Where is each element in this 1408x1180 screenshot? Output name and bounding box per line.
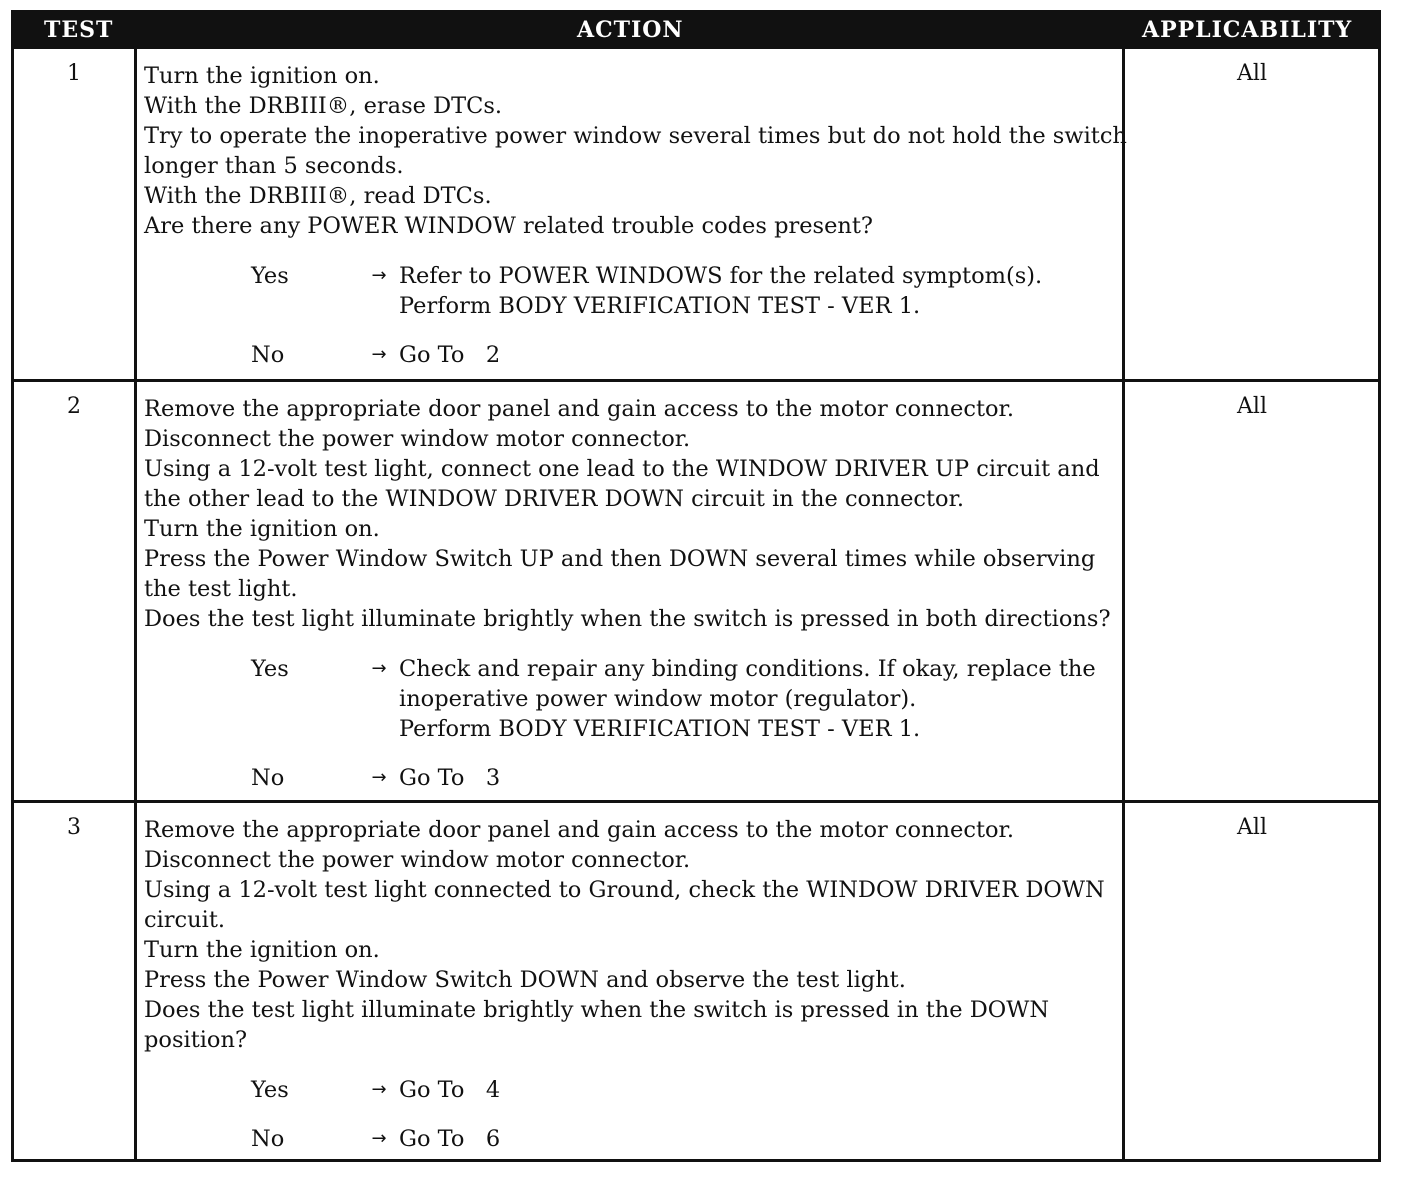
action-line: Remove the appropriate door panel and gain access to the motor connector. [144, 396, 1014, 422]
yes-label: Yes [251, 263, 289, 289]
no-answer [251, 340, 1119, 370]
action-line: Does the test light illuminate brightly when the switch is pressed in the DOWN [144, 997, 1050, 1023]
action-line: With the DRBIII®, erase DTCs. [144, 93, 503, 119]
yes-text: Refer to POWER WINDOWS for the related symptom(s). [399, 263, 1043, 289]
yes-label: Yes [251, 1077, 289, 1103]
applicability-value: All [1237, 61, 1267, 86]
test-number: 3 [67, 815, 81, 840]
no-text: Go To 2 [399, 342, 501, 368]
answers [144, 261, 1119, 370]
yes-text: Check and repair any binding conditions. If okay, replace the [399, 656, 1096, 682]
action-line: longer than 5 seconds. [144, 153, 404, 179]
action-line: Press the Power Window Switch UP and then DOWN several times while observing [144, 546, 1096, 572]
yes-text: inoperative power window motor (regulator). [399, 686, 917, 712]
no-text: Go To 3 [399, 765, 501, 791]
action-line: Turn the ignition on. [144, 516, 380, 542]
arrow-icon: → [371, 344, 387, 365]
applicability-value: All [1237, 815, 1267, 840]
no-label: No [251, 765, 285, 791]
diagnostic-table [11, 10, 1381, 1162]
action-line: Remove the appropriate door panel and gain access to the motor connector. [144, 817, 1014, 843]
action-line: Does the test light illuminate brightly when the switch is pressed in both directions? [144, 606, 1111, 632]
table-row [14, 382, 1378, 800]
action-line: the test light. [144, 576, 298, 602]
action-cell [144, 61, 1127, 389]
arrow-icon: → [371, 1128, 387, 1149]
action-line: Using a 12-volt test light, connect one lead to the WINDOW DRIVER UP circuit and [144, 456, 1100, 482]
no-label: No [251, 342, 285, 368]
answers [144, 1075, 1119, 1154]
yes-answer [251, 261, 1119, 321]
action-line: Try to operate the inoperative power window several times but do not hold the switch [144, 123, 1127, 149]
action-line: Are there any POWER WINDOW related trouble codes present? [144, 213, 873, 239]
no-text: Go To 6 [399, 1126, 501, 1152]
arrow-icon: → [371, 265, 387, 286]
header-applicability: APPLICABILITY [1142, 17, 1353, 43]
arrow-icon: → [371, 1079, 387, 1100]
applicability-value: All [1237, 394, 1267, 419]
arrow-icon: → [371, 658, 387, 679]
action-line: Turn the ignition on. [144, 63, 380, 89]
table-row [14, 49, 1378, 379]
action-line: Press the Power Window Switch DOWN and observe the test light. [144, 967, 906, 993]
no-answer [251, 763, 1119, 793]
action-line: Turn the ignition on. [144, 937, 380, 963]
no-label: No [251, 1126, 285, 1152]
test-number: 1 [67, 61, 81, 86]
test-number: 2 [67, 394, 81, 419]
arrow-icon: → [371, 767, 387, 788]
table-header [14, 13, 1378, 49]
header-test: TEST [44, 17, 114, 43]
action-line: position? [144, 1027, 248, 1053]
yes-text: Perform BODY VERIFICATION TEST - VER 1. [399, 293, 921, 319]
action-cell [144, 394, 1119, 812]
yes-answer [251, 654, 1119, 744]
yes-text: Perform BODY VERIFICATION TEST - VER 1. [399, 716, 921, 742]
action-line: With the DRBIII®, read DTCs. [144, 183, 492, 209]
action-cell [144, 815, 1119, 1173]
answers [144, 654, 1119, 793]
action-line: Using a 12-volt test light connected to Ground, check the WINDOW DRIVER DOWN [144, 877, 1105, 903]
no-answer [251, 1124, 1119, 1154]
table-row [14, 803, 1378, 1159]
action-line: circuit. [144, 907, 226, 933]
action-line: Disconnect the power window motor connector. [144, 847, 691, 873]
header-action: ACTION [577, 17, 684, 43]
yes-answer [251, 1075, 1119, 1105]
action-line: Disconnect the power window motor connector. [144, 426, 691, 452]
yes-label: Yes [251, 656, 289, 682]
yes-text: Go To 4 [399, 1077, 501, 1103]
action-line: the other lead to the WINDOW DRIVER DOWN circuit in the connector. [144, 486, 965, 512]
